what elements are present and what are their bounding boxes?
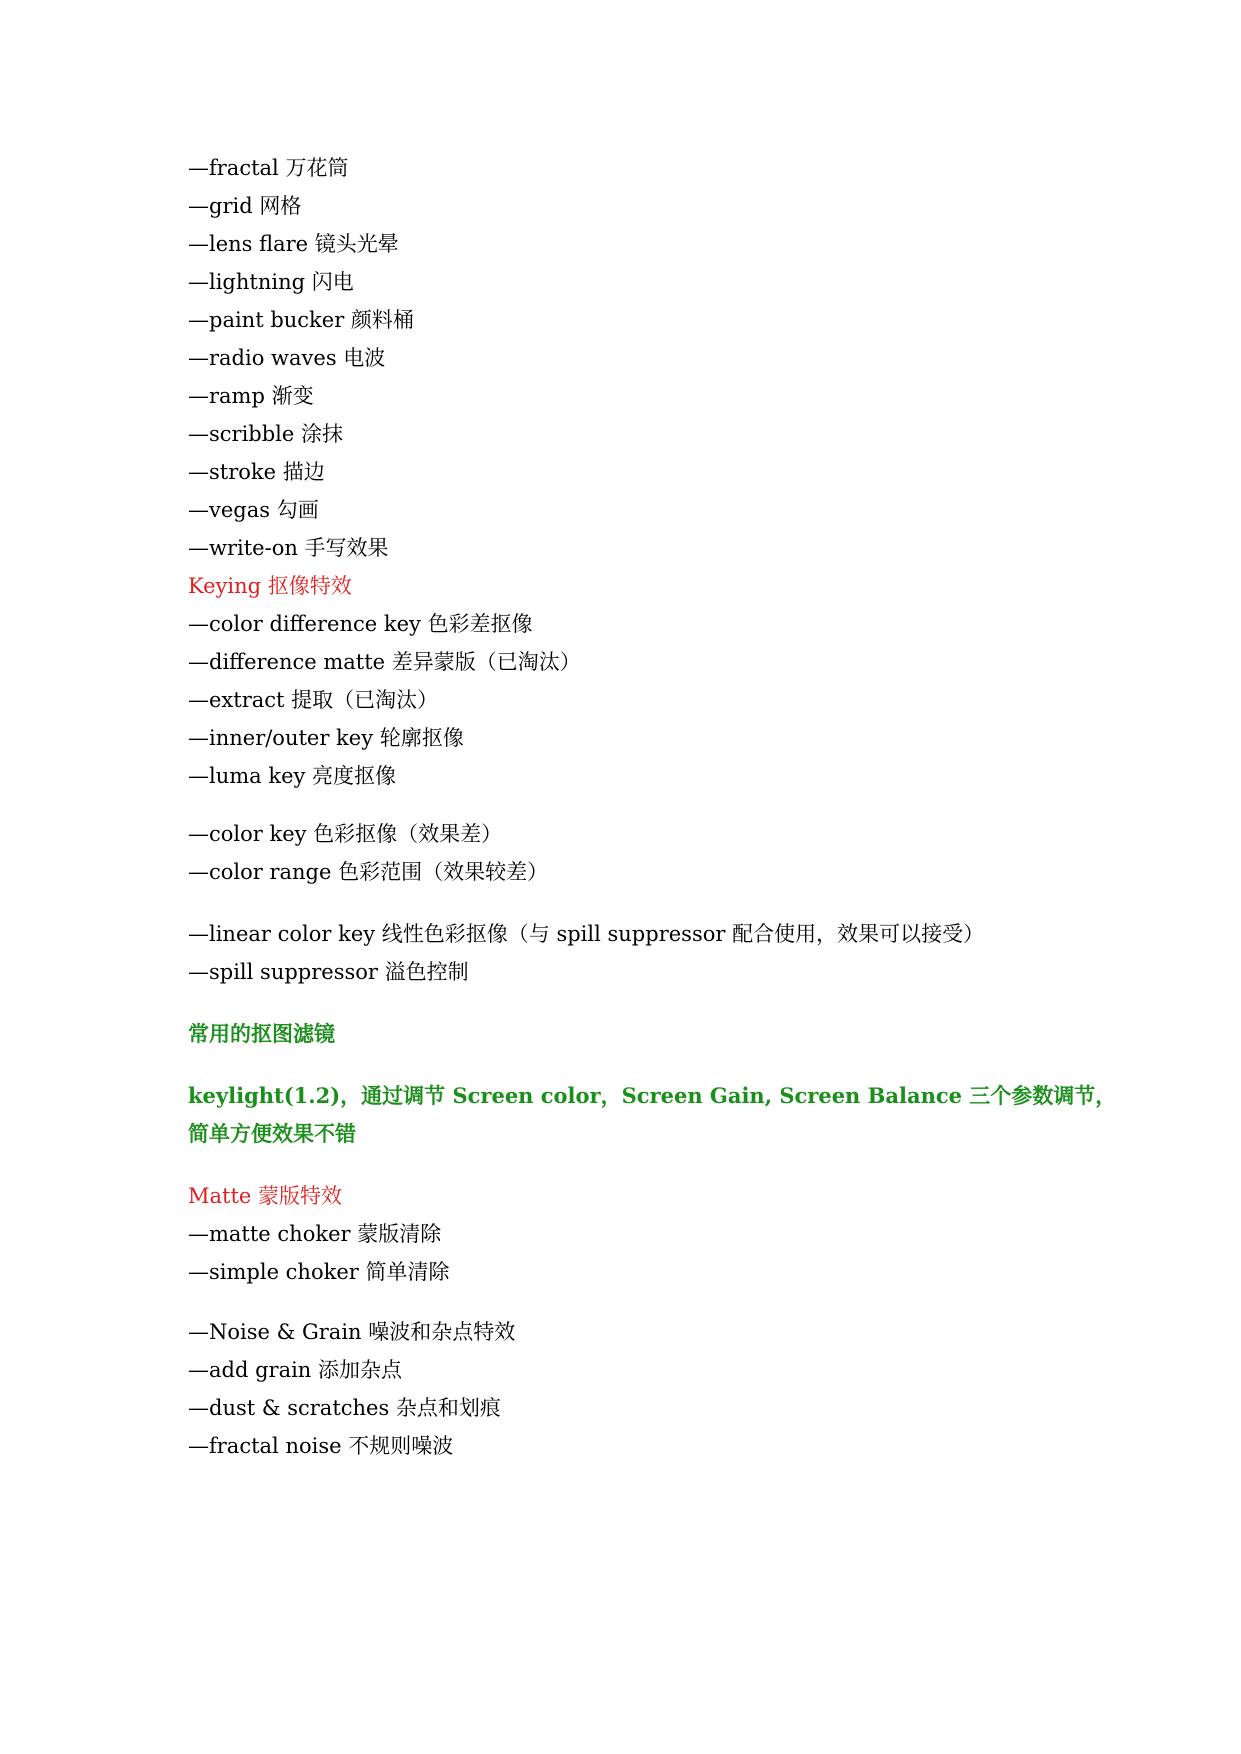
list-item: —grid 网格 [188,194,302,218]
list-item: —extract 提取（已淘汰） [188,688,439,712]
list-item: —luma key 亮度抠像 [188,764,397,788]
list-item: —color difference key 色彩差抠像 [188,612,533,636]
list-item: —lens flare 镜头光晕 [188,232,399,256]
list-item: —add grain 添加杂点 [188,1358,402,1382]
list-item: —fractal noise 不规则噪波 [188,1434,454,1458]
list-item: —fractal 万花筒 [188,156,349,180]
list-item: —radio waves 电波 [188,346,386,370]
list-item: —scribble 涂抹 [188,422,343,446]
paragraph-line: 简单方便效果不错 [188,1121,356,1146]
list-item: —simple choker 简单清除 [188,1260,450,1284]
list-item: —color range 色彩范围（效果较差） [188,860,549,884]
section-heading-common-filters: 常用的抠图滤镜 [188,1021,335,1046]
list-item: —vegas 勾画 [188,498,319,522]
list-item: —dust & scratches 杂点和划痕 [188,1396,501,1420]
list-item: —matte choker 蒙版清除 [188,1222,442,1246]
section-heading-keying: Keying 抠像特效 [188,574,352,598]
list-item: —Noise & Grain 噪波和杂点特效 [188,1320,516,1344]
list-item: —difference matte 差异蒙版（已淘汰） [188,650,581,674]
list-item: —paint bucker 颜料桶 [188,308,414,332]
list-item: —inner/outer key 轮廓抠像 [188,726,464,750]
list-item: —color key 色彩抠像（效果差） [188,822,503,846]
paragraph-line: keylight(1.2)，通过调节 Screen color，Screen Gain, Screen Balance 三个参数调节， [188,1083,1117,1108]
list-item: —linear color key 线性色彩抠像（与 spill suppressor 配合使用，效果可以接受） [188,922,985,946]
list-item: —spill suppressor 溢色控制 [188,960,469,984]
list-item: —stroke 描边 [188,460,325,484]
section-heading-matte: Matte 蒙版特效 [188,1184,343,1208]
list-item: —write-on 手写效果 [188,536,389,560]
document-body [188,154,1128,1460]
list-item: —ramp 渐变 [188,384,314,408]
list-item: —lightning 闪电 [188,270,354,294]
